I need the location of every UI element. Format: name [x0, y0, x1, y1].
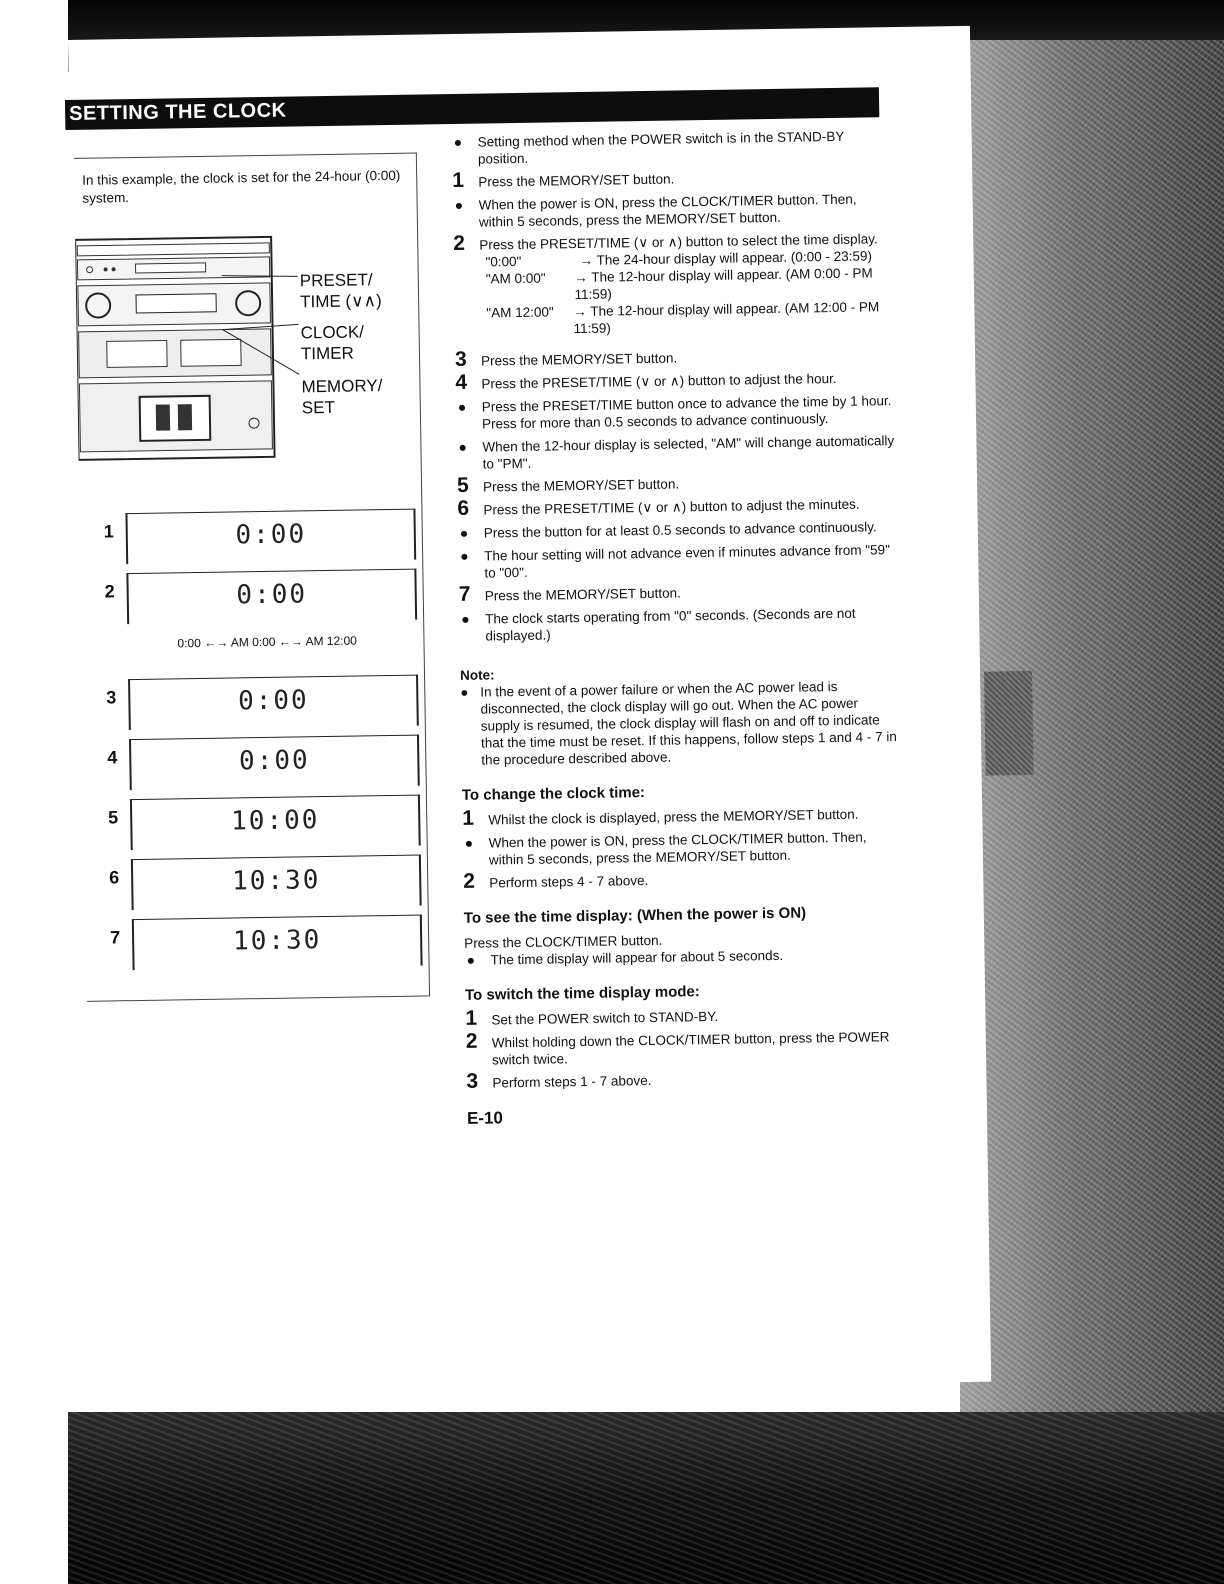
scan-shadow-right [960, 40, 1224, 1584]
step-item: 1 Set the POWER switch to STAND-BY. [465, 1006, 719, 1030]
step-item: 4 Press the PRESET/TIME (∨ or ∧) button to adjust the hour. [455, 370, 837, 394]
step-text: Press the MEMORY/SET button. [480, 350, 678, 369]
display-value: 10:00 [230, 805, 320, 837]
callout-clock-label: CLOCK/ [300, 322, 365, 343]
display-step-3 [106, 674, 427, 735]
instructions-column [452, 127, 908, 1127]
display-step-2 [104, 568, 425, 629]
step-text: Press the MEMORY/SET button. [478, 171, 675, 190]
display-frame [126, 569, 417, 625]
step-item: 2 Perform steps 4 - 7 above. [463, 869, 649, 893]
option-key: "AM 12:00" [486, 304, 554, 321]
step-item: 7 Press the MEMORY/SET button. [458, 582, 681, 606]
callout-clock-timer [300, 321, 364, 364]
page-number: E-10 [466, 1108, 504, 1128]
step-text: Whilst holding down the CLOCK/TIMER button, press the POWER switch twice. [491, 1029, 890, 1068]
bullet-item: ● Setting method when the POWER switch is in the STAND-BY position. [453, 128, 845, 167]
display-frame [132, 915, 423, 971]
change-heading: To change the clock time: [461, 784, 646, 804]
callout-time-label: TIME (∨∧) [299, 291, 382, 312]
option-value: → The 24-hour display will appear. (0:00 - 23:59) [579, 248, 873, 268]
step-item: 6 Press the PRESET/TIME (∨ or ∧) button to adjust the minutes. [457, 496, 860, 520]
display-step-number: 6 [109, 867, 120, 888]
display-step-7 [110, 914, 431, 975]
bullet-item: ● Press the PRESET/TIME button once to advance the time by 1 hour. Press for more than 0.5 seconds to advance continuously. [457, 393, 892, 432]
step-item: 3 Press the MEMORY/SET button. [454, 347, 678, 371]
display-step-number: 5 [108, 807, 119, 828]
bullet-text: When the power is ON, press the CLOCK/TIMER button. Then, within 5 seconds, press the MEMORY/SET button. [478, 191, 857, 230]
step-item: 2 Press the PRESET/TIME (∨ or ∧) button to select the time display. "0:00" → The 24-hour display will appear. (0:00 - 23:59) "AM 0:00" → The 12-hour display will appear. (AM 0:00 - PM 11:59) "AM 12:00" → The 12-hour display will appear. (AM 12:00 - PM 11:59) [453, 230, 895, 339]
step-item: 2 Whilst holding down the CLOCK/TIMER button, press the POWER switch twice. [465, 1029, 890, 1068]
page-title: SETTING THE CLOCK [68, 99, 287, 125]
scan-margin-left [0, 0, 68, 1584]
note-text: In the event of a power failure or when the AC power lead is disconnected, the clock display will go out. When the AC power supply is resumed, the clock display will flash on and off to indicate that the time must be reset. If this happens, follow steps 1 and 4 - 7 in the procedure described above. [480, 678, 897, 768]
bullet-item: ● Press the button for at least 0.5 seconds to advance continuously. [459, 519, 877, 541]
bullet-text: When the power is ON, press the CLOCK/TIMER button. Then, within 5 seconds, press the MEMORY/SET button. [488, 829, 867, 868]
bullet-text: The hour setting will not advance even if minutes advance from "59" to "00". [484, 542, 891, 581]
display-value: 10:30 [231, 865, 321, 897]
bullet-text: Press the PRESET/TIME button once to advance the time by 1 hour. Press for more than 0.5 seconds to advance continuously. [481, 393, 892, 432]
display-frame [125, 509, 416, 565]
step-text: Perform steps 1 - 7 above. [492, 1072, 652, 1091]
display-step-number: 2 [104, 581, 115, 602]
bullet-item: ● The hour setting will not advance even if minutes advance from "59" to "00". [460, 542, 891, 581]
step-text: Press the MEMORY/SET button. [482, 476, 680, 495]
callout-set-label: SET [301, 397, 336, 418]
step-item: 3 Perform steps 1 - 7 above. [466, 1069, 652, 1093]
display-step-number: 1 [103, 521, 114, 542]
display-sequence: 0:00 ←→ AM 0:00 ←→ AM 12:00 [177, 633, 358, 651]
see-text: Press the CLOCK/TIMER button. [464, 932, 663, 951]
bullet-item: ● When the 12-hour display is selected, "AM" will change automatically to "PM". [458, 433, 895, 472]
step-item: 1 Press the MEMORY/SET button. [452, 168, 675, 192]
note-text-block: ● In the event of a power failure or when the AC power lead is disconnected, the clock display will go out. When the AC power supply is resumed, the clock display will flash on and off to indicate that the time must be reset. If this happens, follow steps 1 and 4 - 7 in the procedure described above. [460, 678, 897, 768]
manual-page [68, 26, 991, 1396]
step-text: Whilst the clock is displayed, press the MEMORY/SET button. [488, 806, 859, 828]
display-step-5 [108, 794, 429, 855]
display-value: 0:00 [236, 579, 308, 611]
callout-memory-set [301, 375, 383, 418]
display-frame [129, 735, 420, 791]
bullet-text: Setting method when the POWER switch is in the STAND-BY position. [477, 128, 845, 167]
thumb-index-tab [984, 671, 1034, 776]
display-step-6 [109, 854, 430, 915]
bullet-item: ● When the power is ON, press the CLOCK/TIMER button. Then, within 5 seconds, press the MEMORY/SET button. [464, 829, 867, 868]
bullet-item: ● When the power is ON, press the CLOCK/TIMER button. Then, within 5 seconds, press the MEMORY/SET button. [454, 191, 857, 230]
see-heading: To see the time display: (When the power is ON) [463, 904, 807, 927]
display-frame [130, 795, 421, 851]
display-step-number: 7 [109, 927, 121, 948]
display-value: 10:30 [232, 925, 322, 957]
display-step-number: 3 [106, 687, 117, 708]
bullet-item: ● The time display will appear for about 5 seconds. [466, 947, 784, 968]
display-frame [131, 855, 422, 911]
callout-memory-label: MEMORY/ [301, 376, 383, 397]
step-item: 5 Press the MEMORY/SET button. [456, 473, 680, 497]
display-frame [128, 675, 419, 731]
step-text: Set the POWER switch to STAND-BY. [491, 1008, 719, 1028]
display-step-1 [103, 508, 424, 569]
callout-preset-label: PRESET/ [299, 270, 373, 291]
step-text: Press the PRESET/TIME (∨ or ∧) button to select the time display. [479, 231, 878, 253]
display-step-number: 4 [107, 747, 118, 768]
bullet-item: ● The clock starts operating from "0" seconds. (Seconds are not displayed.) [461, 605, 856, 644]
callout-timer-label: TIMER [300, 343, 354, 364]
bullet-text: Press the button for at least 0.5 seconds to advance continuously. [483, 519, 877, 541]
option-value: → The 12-hour display will appear. (AM 0:00 - PM 11:59) [574, 265, 873, 303]
scan-shadow-bottom [68, 1412, 1224, 1584]
bullet-text: The clock starts operating from "0" seconds. (Seconds are not displayed.) [485, 605, 856, 644]
callout-lines [222, 266, 304, 377]
switch-heading: To switch the time display mode: [464, 983, 700, 1004]
bullet-text: The time display will appear for about 5 seconds. [490, 947, 784, 968]
step-item: 1 Whilst the clock is displayed, press the MEMORY/SET button. [462, 806, 859, 830]
display-value: 0:00 [237, 685, 309, 717]
display-value: 0:00 [235, 519, 307, 551]
display-step-4 [107, 734, 428, 795]
note-heading: Note: [459, 667, 495, 683]
option-key: "AM 0:00" [485, 270, 546, 287]
step-text: Press the PRESET/TIME (∨ or ∧) button to adjust the minutes. [483, 496, 860, 518]
option-key: "0:00" [485, 253, 522, 270]
step-text: Perform steps 4 - 7 above. [489, 872, 649, 891]
bullet-text: When the 12-hour display is selected, "AM" will change automatically to "PM". [482, 433, 895, 472]
intro-text: In this example, the clock is set for the 24-hour (0:00) system. [82, 167, 401, 206]
callout-preset-time [300, 269, 382, 312]
option-value: → The 12-hour display will appear. (AM 12:00 - PM 11:59) [573, 299, 880, 337]
step-text: Press the MEMORY/SET button. [484, 585, 681, 604]
display-options [485, 247, 894, 338]
step-text: Press the PRESET/TIME (∨ or ∧) button to adjust the hour. [481, 370, 837, 392]
display-value: 0:00 [238, 745, 310, 777]
